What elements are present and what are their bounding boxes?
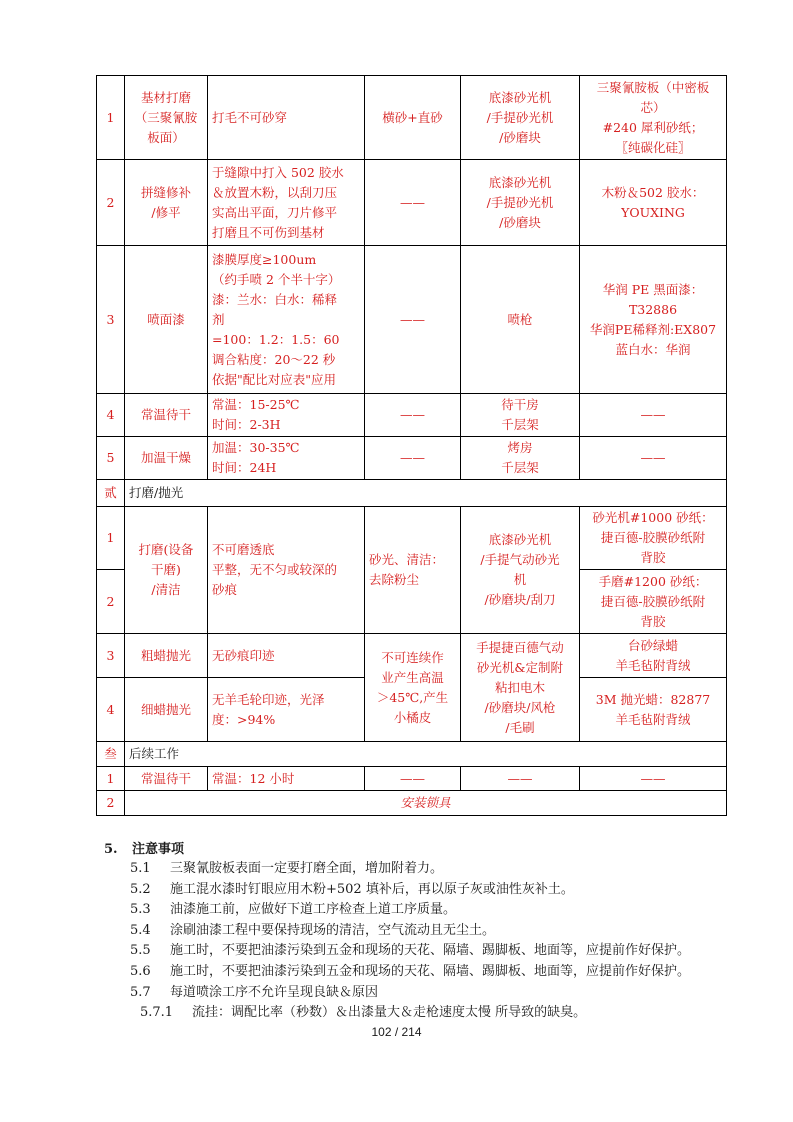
note-text: 施工时，不要把油漆污染到五金和现场的天花、隔墙、踢脚板、地面等，应提前作好保护。 bbox=[170, 963, 691, 979]
step-material: 木粉＆502 胶水： YOUXING bbox=[580, 160, 727, 246]
step-material: —— bbox=[580, 394, 727, 437]
table-row bbox=[97, 791, 727, 816]
step-material: 华润 PE 黑面漆： T32886 华润PE稀释剂:EX807 蓝白水：华润 bbox=[580, 246, 727, 394]
note-number: 5.4 bbox=[130, 922, 151, 938]
table-row bbox=[97, 394, 727, 437]
row-number: 1 bbox=[97, 76, 125, 160]
step-method: —— bbox=[365, 160, 461, 246]
step-material: 手磨#1200 砂纸： 捷百德-胶膜砂纸附 背胶 bbox=[580, 570, 727, 634]
table-row bbox=[97, 437, 727, 480]
step-material: 三聚氰胺板（中密板 芯） #240 犀利砂纸； 〖纯碳化硅〗 bbox=[580, 76, 727, 160]
notes-heading-number: 5. bbox=[104, 842, 118, 857]
step-requirement: 加温：30-35℃ 时间：24H bbox=[208, 437, 365, 480]
step-method: 砂光、清洁： 去除粉尘 bbox=[365, 507, 461, 634]
step-method: 横砂+直砂 bbox=[365, 76, 461, 160]
note-text: 三聚氰胺板表面一定要打磨全面，增加附着力。 bbox=[170, 861, 444, 876]
step-name: 常温待干 bbox=[125, 394, 208, 437]
list-item bbox=[130, 941, 744, 962]
row-number: 5 bbox=[97, 437, 125, 480]
note-text: 涂刷油漆工程中要保持现场的清洁，空气流动且无尘土。 bbox=[170, 922, 496, 938]
step-tool: 烤房 千层架 bbox=[461, 437, 580, 480]
note-number: 5.5 bbox=[130, 943, 151, 959]
list-item bbox=[130, 859, 744, 880]
note-number: 5.7.1 bbox=[140, 1005, 174, 1021]
section-title: 打磨/抛光 bbox=[125, 480, 727, 507]
section-number: 叁 bbox=[97, 742, 125, 767]
sub-list-item bbox=[140, 1003, 744, 1024]
row-number: 3 bbox=[97, 634, 125, 678]
note-text: 油漆施工前，应做好下道工序检查上道工序质量。 bbox=[170, 902, 457, 918]
step-requirement: 漆膜厚度≥100um （约手喷 2 个半十字） 漆：兰水：白水：稀释 剂 =100：1.2：1.5：60 调合粘度：20～22 秒 依据"配比对应表"应用 bbox=[208, 246, 365, 394]
step-name: 粗蜡抛光 bbox=[125, 634, 208, 678]
step-requirement: 打毛不可砂穿 bbox=[208, 76, 365, 160]
step-name: 加温干燥 bbox=[125, 437, 208, 480]
step-name: 拼缝修补 /修平 bbox=[125, 160, 208, 246]
table-row bbox=[97, 160, 727, 246]
table-row bbox=[97, 634, 727, 678]
note-number: 5.1 bbox=[130, 861, 151, 876]
step-name: 喷面漆 bbox=[125, 246, 208, 394]
note-number: 5.2 bbox=[130, 881, 151, 897]
step-method: —— bbox=[365, 767, 461, 791]
step-name: 常温待干 bbox=[125, 767, 208, 791]
row-number: 2 bbox=[97, 160, 125, 246]
row-number: 2 bbox=[97, 570, 125, 634]
list-item bbox=[130, 900, 744, 921]
step-requirement: 不可磨透底 平整，无不匀或较深的 砂痕 bbox=[208, 507, 365, 634]
step-material: 台砂绿蜡 羊毛毡附背绒 bbox=[580, 634, 727, 678]
step-method: 不可连续作 业产生高温 ＞45℃,产生 小橘皮 bbox=[365, 634, 461, 742]
step-tool: 喷枪 bbox=[461, 246, 580, 394]
row-number: 4 bbox=[97, 394, 125, 437]
note-text: 每道喷涂工序不允许呈现良缺＆原因 bbox=[170, 984, 379, 1000]
step-name: 细蜡抛光 bbox=[125, 678, 208, 742]
step-requirement: 常温：15-25℃ 时间：2-3H bbox=[208, 394, 365, 437]
list-item bbox=[130, 880, 744, 901]
note-text: 施工时，不要把油漆污染到五金和现场的天花、隔墙、踢脚板、地面等，应提前作好保护。 bbox=[170, 943, 691, 959]
row-number: 3 bbox=[97, 246, 125, 394]
step-tool: 待干房 千层架 bbox=[461, 394, 580, 437]
table-row bbox=[97, 507, 727, 570]
step-text: 安装锁具 bbox=[125, 791, 727, 816]
row-number: 1 bbox=[97, 507, 125, 570]
step-method: —— bbox=[365, 437, 461, 480]
step-material: —— bbox=[580, 437, 727, 480]
step-requirement: 无羊毛轮印迹，光泽 度：>94% bbox=[208, 678, 365, 742]
list-item bbox=[130, 983, 744, 1004]
step-requirement: 常温：12 小时 bbox=[208, 767, 365, 791]
note-number: 5.3 bbox=[130, 902, 151, 918]
row-number: 1 bbox=[97, 767, 125, 791]
notes-heading bbox=[104, 838, 744, 857]
section-header-row bbox=[97, 742, 727, 767]
list-item bbox=[130, 962, 744, 983]
note-text: 施工混水漆时钉眼应用木粉+502 填补后，再以原子灰或油性灰补土。 bbox=[170, 881, 574, 897]
step-requirement: 于缝隙中打入 502 胶水 ＆放置木粉，以刮刀压 实高出平面，刀片修平 打磨且不可伤到基材 bbox=[208, 160, 365, 246]
section-header-row bbox=[97, 480, 727, 507]
step-material: 砂光机#1000 砂纸： 捷百德-胶膜砂纸附 背胶 bbox=[580, 507, 727, 570]
page-number: 102 / 214 bbox=[371, 1025, 422, 1039]
note-number: 5.7 bbox=[130, 984, 151, 1000]
table-row bbox=[97, 767, 727, 791]
note-text: 流挂：调配比率（秒数）＆出漆量大＆走枪速度太慢 所导致的缺臭。 bbox=[192, 1005, 587, 1021]
step-name: 打磨(设备 干磨) /清洁 bbox=[125, 507, 208, 634]
step-tool: 手提捷百德气动 砂光机&定制附 粘扣电木 /砂磨块/风枪 /毛刷 bbox=[461, 634, 580, 742]
row-number: 4 bbox=[97, 678, 125, 742]
section-title: 后续工作 bbox=[125, 742, 727, 767]
step-tool: 底漆砂光机 /手提砂光机 /砂磨块 bbox=[461, 76, 580, 160]
step-material: 3M 抛光蜡：82877 羊毛毡附背绒 bbox=[580, 678, 727, 742]
step-method: —— bbox=[365, 246, 461, 394]
table-row bbox=[97, 76, 727, 160]
step-method: —— bbox=[365, 394, 461, 437]
step-tool: —— bbox=[461, 767, 580, 791]
step-material: —— bbox=[580, 767, 727, 791]
list-item bbox=[130, 921, 744, 942]
process-table bbox=[96, 75, 727, 816]
row-number: 2 bbox=[97, 791, 125, 816]
notes-heading-title: 注意事项 bbox=[132, 842, 185, 857]
notes-section bbox=[104, 838, 744, 1024]
section-number: 贰 bbox=[97, 480, 125, 507]
step-tool: 底漆砂光机 /手提气动砂光 机 /砂磨块/刮刀 bbox=[461, 507, 580, 634]
table-row bbox=[97, 246, 727, 394]
step-name: 基材打磨 （三聚氰胺 板面） bbox=[125, 76, 208, 160]
note-number: 5.6 bbox=[130, 963, 151, 979]
step-requirement: 无砂痕印迹 bbox=[208, 634, 365, 678]
step-tool: 底漆砂光机 /手提砂光机 /砂磨块 bbox=[461, 160, 580, 246]
